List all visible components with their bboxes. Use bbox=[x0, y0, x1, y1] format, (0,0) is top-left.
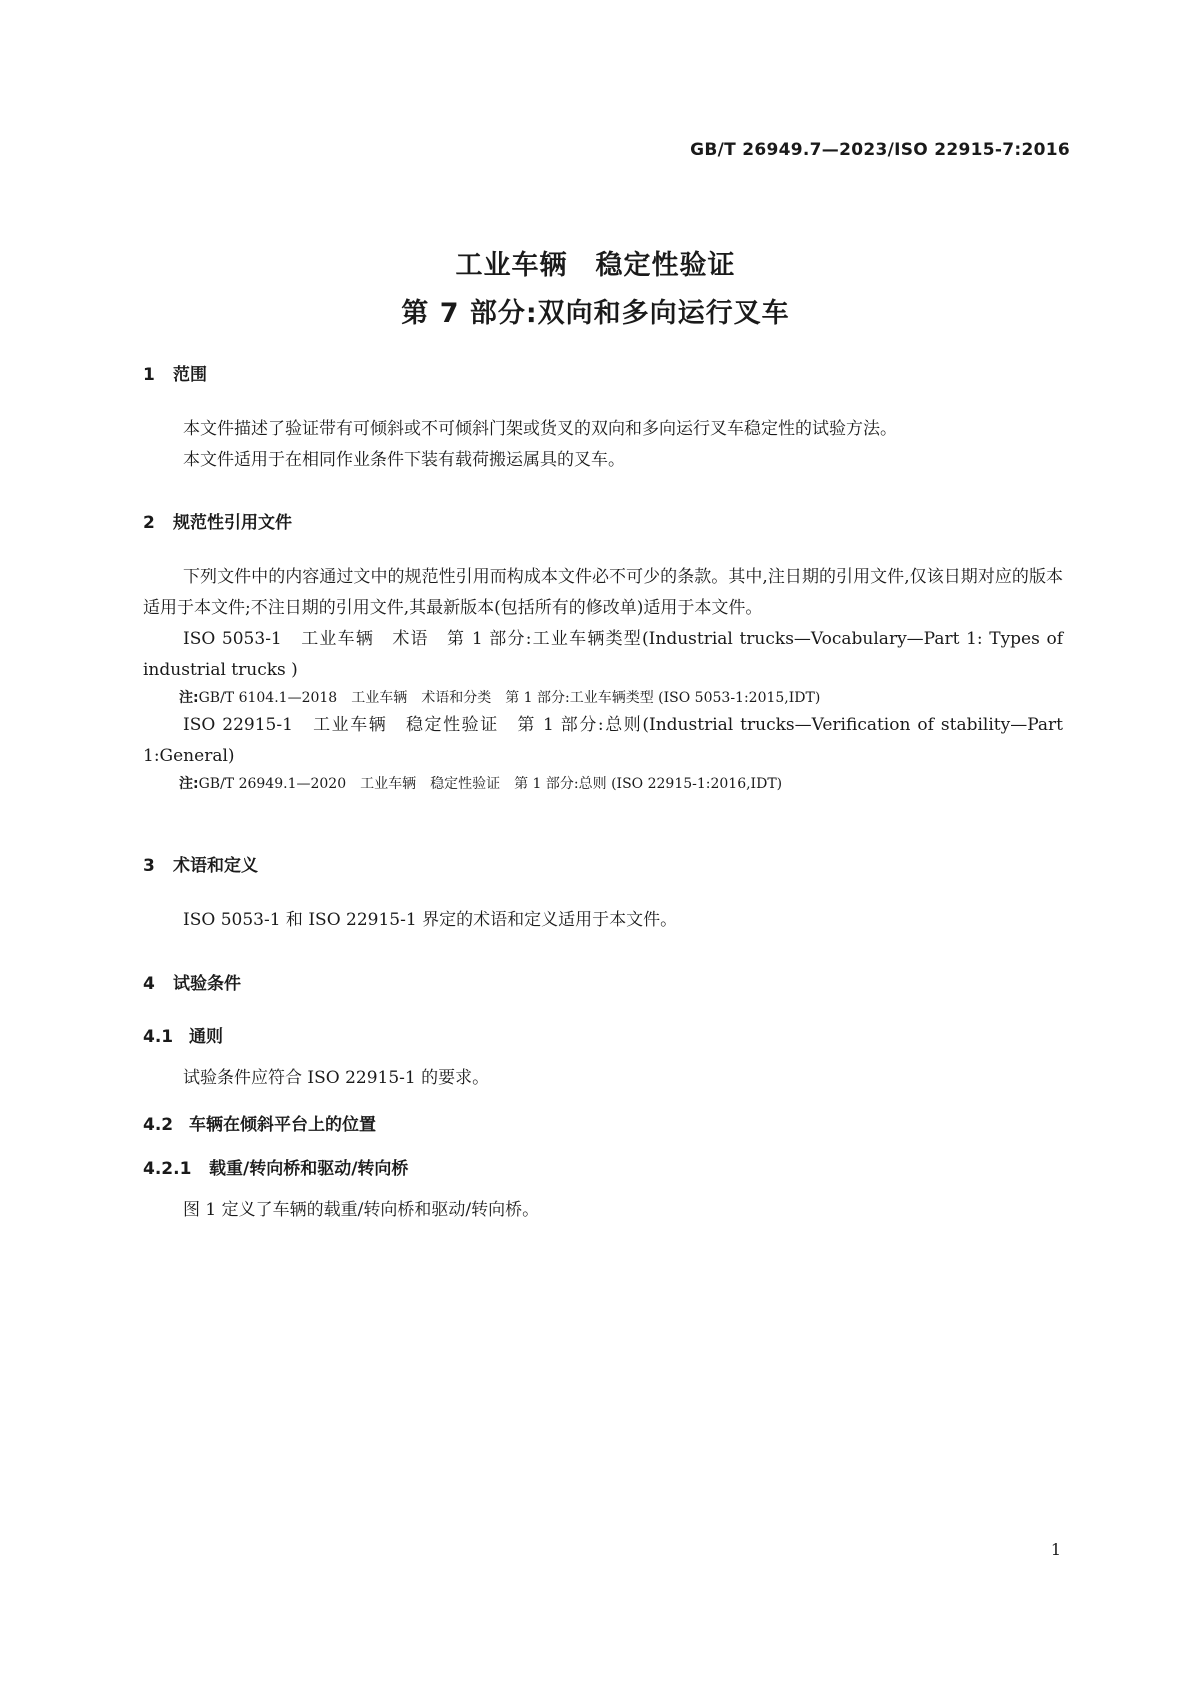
section-number: 4 bbox=[143, 974, 155, 994]
section-3-body bbox=[143, 905, 1063, 936]
paragraph: 图 1 定义了车辆的载重/转向桥和驱动/转向桥。 bbox=[183, 1200, 540, 1220]
section-title: 范围 bbox=[173, 365, 207, 385]
section-4-2-1-body bbox=[143, 1195, 1063, 1226]
section-4-heading bbox=[143, 969, 1063, 994]
normative-reference-2: ISO 22915-1 工业车辆 稳定性验证 第 1 部分:总则(Industrial trucks—Verification of stability—Part 1:General) bbox=[143, 715, 1063, 766]
note-text: GB/T 26949.1—2020 工业车辆 稳定性验证 第 1 部分:总则 (ISO 22915-1:2016,IDT) bbox=[198, 776, 783, 792]
note-label: 注: bbox=[179, 690, 199, 706]
note-2 bbox=[143, 772, 1063, 796]
paragraph: 本文件适用于在相同作业条件下装有载荷搬运属具的叉车。 bbox=[183, 450, 625, 470]
section-2-heading bbox=[143, 508, 1063, 533]
paragraph: ISO 5053-1 和 ISO 22915-1 界定的术语和定义适用于本文件。 bbox=[183, 910, 678, 930]
section-number: 1 bbox=[143, 365, 155, 385]
section-number: 4.1 bbox=[143, 1027, 174, 1047]
section-4-1-body bbox=[143, 1063, 1063, 1094]
note-text: GB/T 6104.1—2018 工业车辆 术语和分类 第 1 部分:工业车辆类型 (ISO 5053-1:2015,IDT) bbox=[198, 690, 821, 706]
document-title bbox=[0, 242, 1191, 338]
section-title: 规范性引用文件 bbox=[173, 513, 292, 533]
section-title: 通则 bbox=[189, 1027, 223, 1047]
page-number: 1 bbox=[1050, 1540, 1061, 1559]
title-line-1: 工业车辆 稳定性验证 bbox=[455, 250, 736, 281]
section-3-heading bbox=[143, 851, 1063, 876]
note-label: 注: bbox=[179, 776, 199, 792]
paragraph: 试验条件应符合 ISO 22915-1 的要求。 bbox=[183, 1068, 490, 1088]
section-2-body bbox=[143, 562, 1063, 796]
section-1-body bbox=[143, 414, 1063, 476]
section-number: 3 bbox=[143, 856, 155, 876]
section-title: 试验条件 bbox=[173, 974, 241, 994]
note-1 bbox=[143, 686, 1063, 710]
section-number: 2 bbox=[143, 513, 155, 533]
title-line-2: 第 7 部分:双向和多向运行叉车 bbox=[401, 298, 790, 329]
section-title: 术语和定义 bbox=[173, 856, 258, 876]
section-4-2-1-heading bbox=[143, 1154, 1063, 1179]
section-4-1-heading bbox=[143, 1022, 1063, 1047]
section-number: 4.2.1 bbox=[143, 1159, 192, 1179]
section-number: 4.2 bbox=[143, 1115, 174, 1135]
paragraph: 本文件描述了验证带有可倾斜或不可倾斜门架或货叉的双向和多向运行叉车稳定性的试验方法。 bbox=[183, 419, 897, 439]
section-title: 载重/转向桥和驱动/转向桥 bbox=[209, 1159, 409, 1179]
paragraph: 下列文件中的内容通过文中的规范性引用而构成本文件必不可少的条款。其中,注日期的引用文件,仅该日期对应的版本适用于本文件;不注日期的引用文件,其最新版本(包括所有的修改单)适用于本文件。 bbox=[143, 567, 1063, 618]
section-1-heading bbox=[143, 360, 1063, 385]
normative-reference-1: ISO 5053-1 工业车辆 术语 第 1 部分:工业车辆类型(Industrial trucks—Vocabulary—Part 1: Types of industrial trucks ) bbox=[143, 629, 1063, 680]
section-title: 车辆在倾斜平台上的位置 bbox=[189, 1115, 376, 1135]
standard-number: GB/T 26949.7—2023/ISO 22915-7:2016 bbox=[690, 140, 1070, 160]
section-4-2-heading bbox=[143, 1110, 1063, 1135]
